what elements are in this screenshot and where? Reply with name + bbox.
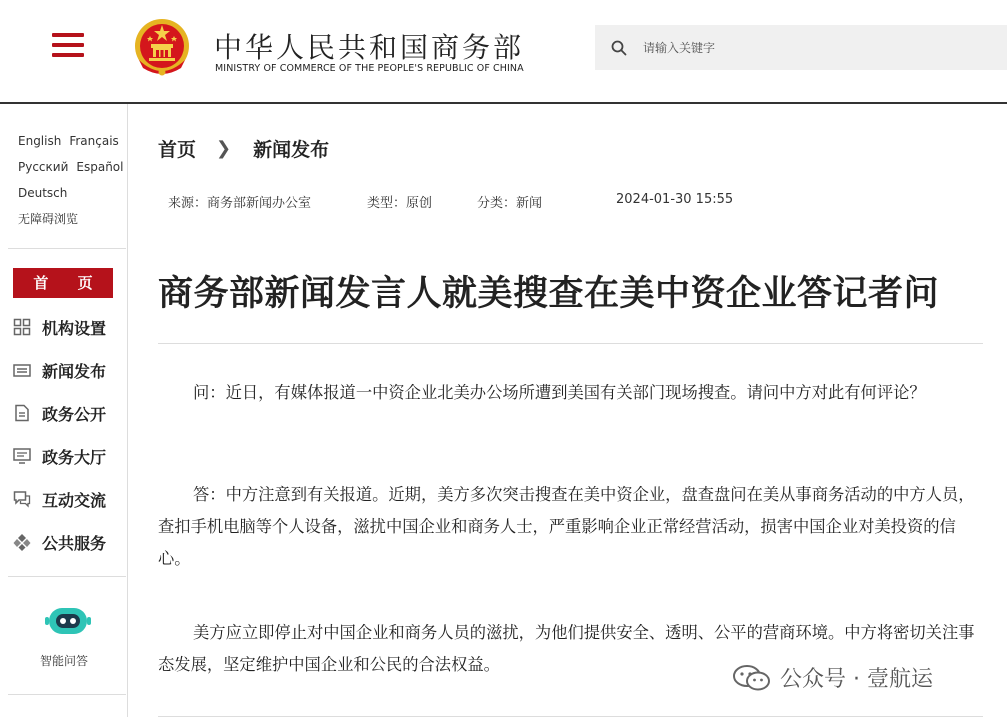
site-header	[0, 0, 1007, 104]
search-bar[interactable]	[595, 25, 1007, 70]
lang-french-link[interactable]: Français	[69, 134, 119, 148]
meta-source: 来源：商务部新闻办公室	[168, 196, 312, 211]
sidebar-item-service-hall[interactable]	[13, 444, 123, 468]
breadcrumb-home[interactable]: 首页	[158, 139, 197, 161]
national-emblem-icon[interactable]	[131, 16, 193, 80]
meta-datetime: 2024-01-30 15:55	[616, 192, 734, 207]
watermark-text: 公众号 · 壹航运	[780, 667, 933, 692]
meta-type: 类型：原创	[367, 196, 433, 211]
chat-icon	[13, 490, 31, 508]
sidebar-divider	[8, 694, 126, 695]
sidebar-home-button[interactable]: 首 页	[13, 268, 113, 298]
service-diamond-icon	[13, 533, 31, 551]
article-paragraph: 美方应立即停止对中国企业和商务人员的滋扰，为他们提供安全、透明、公平的营商环境。中方将密切关注事态发展，坚定维护中国企业和公民的合法权益。	[158, 623, 975, 674]
watermark	[732, 662, 933, 693]
sidebar-item-label: 政务大厅	[42, 447, 107, 467]
lang-english-link[interactable]: English	[18, 134, 62, 148]
search-icon[interactable]	[611, 40, 627, 56]
org-grid-icon	[13, 318, 31, 336]
breadcrumb-current[interactable]: 新闻发布	[253, 139, 330, 161]
assistant-label[interactable]: 智能问答	[39, 654, 88, 668]
wechat-icon	[732, 664, 772, 692]
robot-assistant-icon[interactable]	[45, 604, 91, 638]
document-icon	[13, 404, 31, 422]
site-title-cn[interactable]: 中华人民共和国商务部	[214, 31, 525, 64]
article-paragraph: 答：中方注意到有关报道。近期，美方多次突击搜查在美中资企业，盘查盘问在美从事商务活动的中方人员，查扣手机电脑等个人设备，滋扰中国企业和商务人士，严重影响企业正常经营活动，损害中国企业对美投资的信心。	[158, 485, 975, 568]
menu-hamburger-icon[interactable]	[52, 33, 84, 59]
meta-category: 分类：新闻	[477, 196, 543, 211]
sidebar-item-news[interactable]	[13, 358, 123, 382]
search-input[interactable]	[643, 41, 963, 55]
breadcrumb	[158, 135, 329, 162]
site-title-en[interactable]: MINISTRY OF COMMERCE OF THE PEOPLE'S REPUBLIC OF CHINA	[215, 63, 524, 74]
news-icon	[13, 361, 31, 379]
sidebar-divider	[8, 576, 126, 577]
sidebar-item-label: 政务公开	[42, 404, 107, 424]
sidebar-divider	[8, 248, 126, 249]
title-divider	[158, 343, 983, 344]
article-title: 商务部新闻发言人就美搜查在美中资企业答记者问	[158, 274, 940, 314]
monitor-icon	[13, 447, 31, 465]
sidebar-item-label: 公共服务	[42, 533, 107, 553]
language-links	[18, 128, 131, 232]
sidebar-item-label: 机构设置	[42, 318, 107, 338]
sidebar-item-organization[interactable]	[13, 315, 123, 339]
sidebar-item-label: 新闻发布	[42, 361, 107, 381]
sidebar	[0, 104, 128, 717]
sidebar-item-label: 互动交流	[42, 490, 107, 510]
accessibility-link[interactable]: 无障碍浏览	[18, 212, 79, 226]
lang-spanish-link[interactable]: Español	[76, 160, 124, 174]
sidebar-item-interaction[interactable]	[13, 487, 123, 511]
lang-russian-link[interactable]: Русский	[18, 160, 69, 174]
chevron-right-icon: ❯	[216, 138, 232, 159]
article-paragraph: 问：近日，有媒体报道一中资企业北美办公场所遭到美国有关部门现场搜查。请问中方对此有何评论？	[193, 383, 926, 402]
lang-german-link[interactable]: Deutsch	[18, 186, 68, 200]
sidebar-item-affairs-public[interactable]	[13, 401, 123, 425]
sidebar-item-public-service[interactable]	[13, 530, 123, 554]
